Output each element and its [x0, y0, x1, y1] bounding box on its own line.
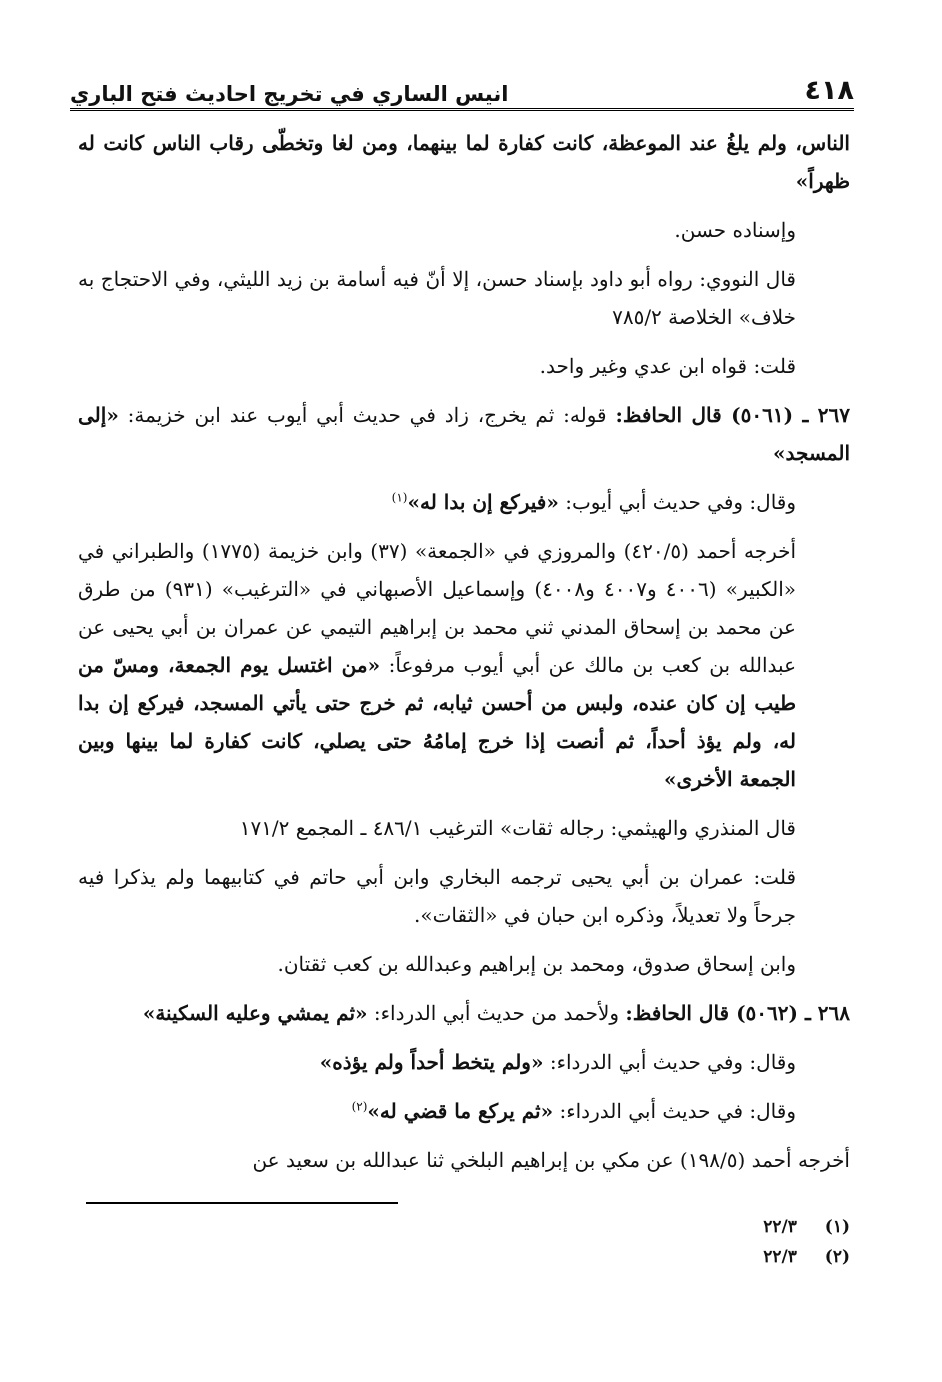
page-header: [70, 62, 854, 110]
footnote-rule: [86, 1202, 398, 1204]
running-title: انيس الساري في تخريج احاديث فتح الباري: [70, 82, 509, 106]
entry-267-number: ٢٦٧ ـ (٥٠٦١) قال الحافظ:: [615, 403, 851, 427]
footnote-ref-1: (١): [391, 490, 408, 505]
entry-268-line1: [78, 994, 850, 1032]
paragraph-takhrij-267: [78, 532, 850, 798]
entry-268-line3: [78, 1092, 850, 1130]
paragraph-nawawi: قال النووي: رواه أبو داود بإسناد حسن، إلا أنّ فيه أسامة بن زيد الليثي، وفي الاحتجاج به خلاف» الخلاصة ٧٨٥/٢: [78, 267, 796, 329]
footnote-2: [763, 1242, 850, 1272]
paragraph-takhrij-268: أخرجه أحمد (١٩٨/٥) عن مكي بن إبراهيم البلخي ثنا عبدالله بن سعيد عن: [252, 1148, 850, 1172]
entry-268-quote-c: «ثم يركع ما قضي له»: [367, 1099, 554, 1123]
footnote-1-marker: (١): [824, 1217, 850, 1237]
footnotes: [763, 1212, 850, 1272]
entry-267-text-a: قوله: ثم يخرج، زاد في حديث أبي أيوب عند ابن خزيمة:: [127, 403, 607, 427]
footnote-1: [763, 1212, 850, 1242]
entry-268-text-b: وقال: وفي حديث أبي الدرداء:: [549, 1050, 796, 1074]
entry-267-text-b: وقال: وفي حديث أبي أيوب:: [565, 490, 796, 514]
footnote-1-text: ٢٢/٣: [763, 1217, 797, 1237]
entry-268-text-a: ولأحمد من حديث أبي الدرداء:: [373, 1001, 620, 1025]
entry-268-text-c: وقال: في حديث أبي الدرداء:: [559, 1099, 796, 1123]
entry-268-quote-b: «ولم يتخط أحداً ولم يؤذه»: [319, 1050, 544, 1074]
page-body: [78, 124, 850, 1190]
page-number: ٤١٨: [804, 75, 854, 106]
footnote-ref-2: (٢): [351, 1099, 368, 1114]
header-rule: [70, 108, 854, 111]
paragraph-mundhiri: قال المنذري والهيثمي: رجاله ثقات» الترغيب ٤٨٦/١ ـ المجمع ١٧١/٢: [239, 816, 796, 840]
entry-267-line1: [78, 396, 850, 472]
paragraph-qultu-1: قلت: قواه ابن عدي وغير واحد.: [539, 354, 796, 378]
paragraph-qultu-2: قلت: عمران بن أبي يحيى ترجمه البخاري وابن أبي حاتم في كتابيهما ولم يذكرا فيه جرحاً ولا تعديلاً، وذكره ابن حبان في «الثقات».: [78, 865, 796, 927]
entry-267-quote-a: «إلى المسجد»: [78, 403, 850, 465]
paragraph-hadith-continuation: الناس، ولم يلغُ عند الموعظة، كانت كفارة لما بينهما، ومن لغا وتخطّى رقاب الناس كانت له ظهراً»: [78, 131, 850, 193]
paragraph-isnad: وإسناده حسن.: [674, 218, 796, 242]
paragraph-ibn-ishaq: وابن إسحاق صدوق، ومحمد بن إبراهيم وعبدالله بن كعب ثقتان.: [277, 952, 796, 976]
entry-267-line2: [78, 483, 850, 521]
entry-267-quote-b: «فيركع إن بدا له»: [407, 490, 559, 514]
entry-268-quote-a: «ثم يمشي وعليه السكينة»: [142, 1001, 368, 1025]
entry-268-number: ٢٦٨ ـ (٥٠٦٢) قال الحافظ:: [625, 1001, 850, 1025]
takhrij-267-hadith: «من اغتسل يوم الجمعة، ومسّ من طيب إن كان عنده، ولبس من أحسن ثيابه، ثم خرج حتى يأتي المسجد، فيركع إن بدا له، ولم يؤذ أحداً، ثم أنصت إذا خرج إمامُهُ حتى يصلي، كانت كفارة لما بينها وبين الجمعة الأخرى»: [78, 653, 796, 791]
takhrij-267-text: أخرجه أحمد (٤٢٠/٥) والمروزي في «الجمعة» (٣٧) وابن خزيمة (١٧٧٥) والطبراني في «الكبير» (٤٠٠٦ و٤٠٠٧ و٤٠٠٨) وإسماعيل الأصبهاني في «الترغيب» (٩٣١) من طرق عن محمد بن إسحاق المدني ثني محمد بن إبراهيم التيمي عن عمران بن أبي يحيى عن عبدالله بن كعب بن مالك عن أبي أيوب مرفوعاً:: [78, 539, 797, 677]
footnote-2-text: ٢٢/٣: [763, 1247, 797, 1267]
entry-268-line2: [78, 1043, 850, 1081]
footnote-2-marker: (٢): [824, 1247, 850, 1267]
